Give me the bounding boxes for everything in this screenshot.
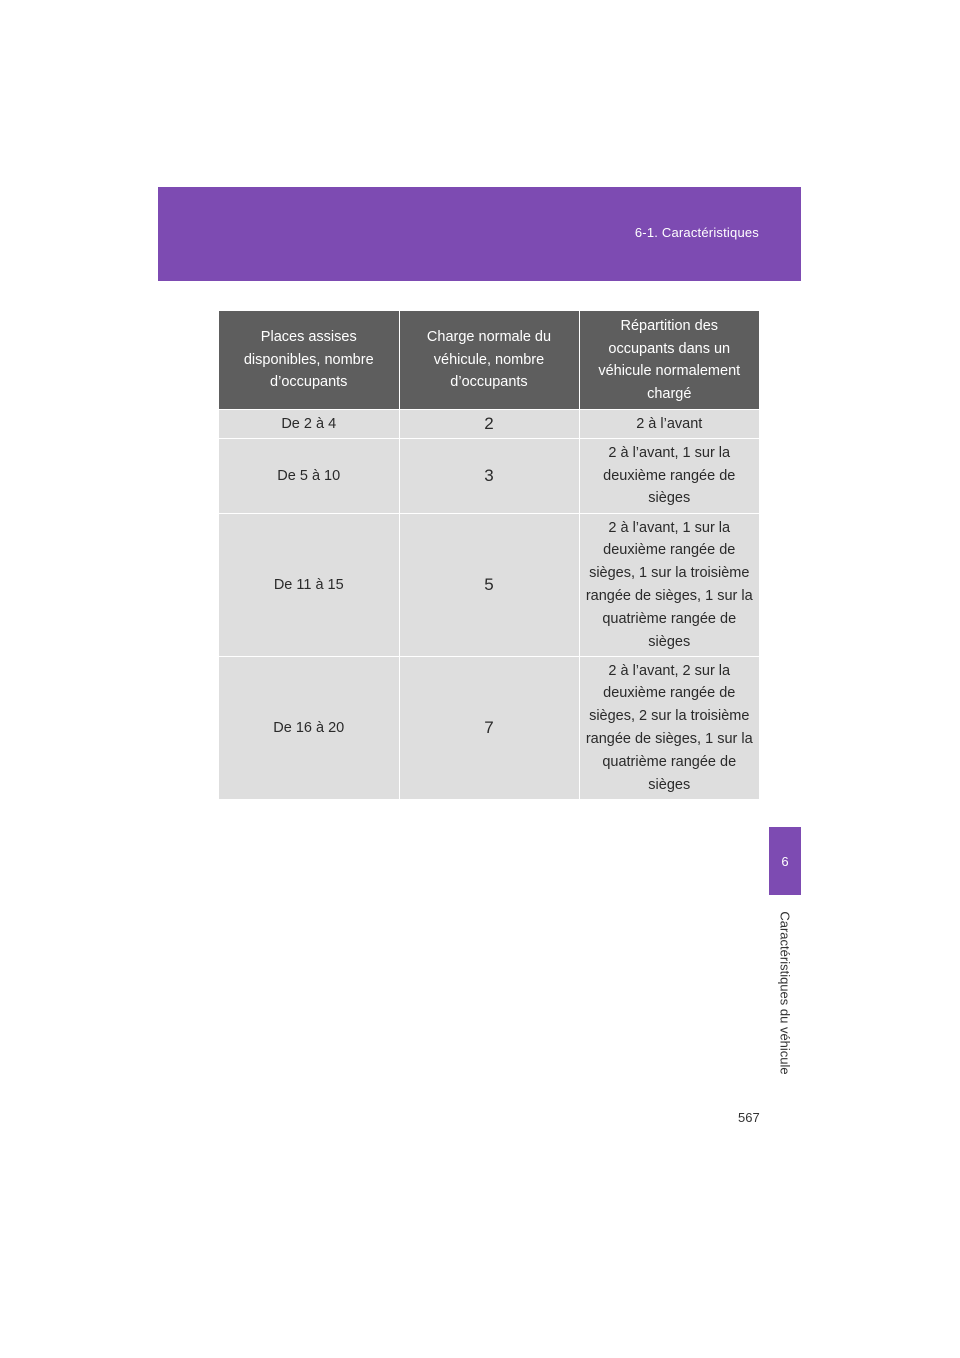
- header-seating-capacity: Places assises disponibles, nombre d’occupants: [219, 311, 399, 410]
- cell-load: 7: [399, 657, 579, 800]
- chapter-label: Caractéristiques du véhicule: [777, 911, 793, 1075]
- table-row: [219, 657, 759, 800]
- table-row: [219, 514, 759, 657]
- table-header-row: [219, 311, 759, 410]
- cell-seats: De 5 à 10: [219, 439, 399, 514]
- table-row: [219, 439, 759, 514]
- cell-seats: De 2 à 4: [219, 410, 399, 439]
- occupant-load-table: [219, 311, 759, 799]
- cell-distribution: 2 à l’avant, 1 sur la deuxième rangée de sièges: [579, 439, 759, 514]
- section-header-band: [158, 187, 801, 281]
- header-normal-load: Charge normale du véhicule, nombre d’occupants: [399, 311, 579, 410]
- table-row: [219, 410, 759, 439]
- cell-distribution: 2 à l’avant, 1 sur la deuxième rangée de sièges, 1 sur la troisième rangée de sièges, 1 sur la quatrième rangée de sièges: [579, 514, 759, 657]
- page-number: 567: [738, 1110, 760, 1125]
- chapter-tab: [769, 827, 801, 895]
- cell-load: 2: [399, 410, 579, 439]
- cell-distribution: 2 à l’avant, 2 sur la deuxième rangée de sièges, 2 sur la troisième rangée de sièges, 1 sur la quatrième rangée de sièges: [579, 657, 759, 800]
- section-title: 6-1. Caractéristiques: [634, 225, 759, 240]
- chapter-number: 6: [781, 854, 789, 869]
- cell-load: 3: [399, 439, 579, 514]
- header-occupant-distribution: Répartition des occupants dans un véhicule normalement chargé: [579, 311, 759, 410]
- cell-seats: De 16 à 20: [219, 657, 399, 800]
- cell-seats: De 11 à 15: [219, 514, 399, 657]
- cell-load: 5: [399, 514, 579, 657]
- cell-distribution: 2 à l’avant: [579, 410, 759, 439]
